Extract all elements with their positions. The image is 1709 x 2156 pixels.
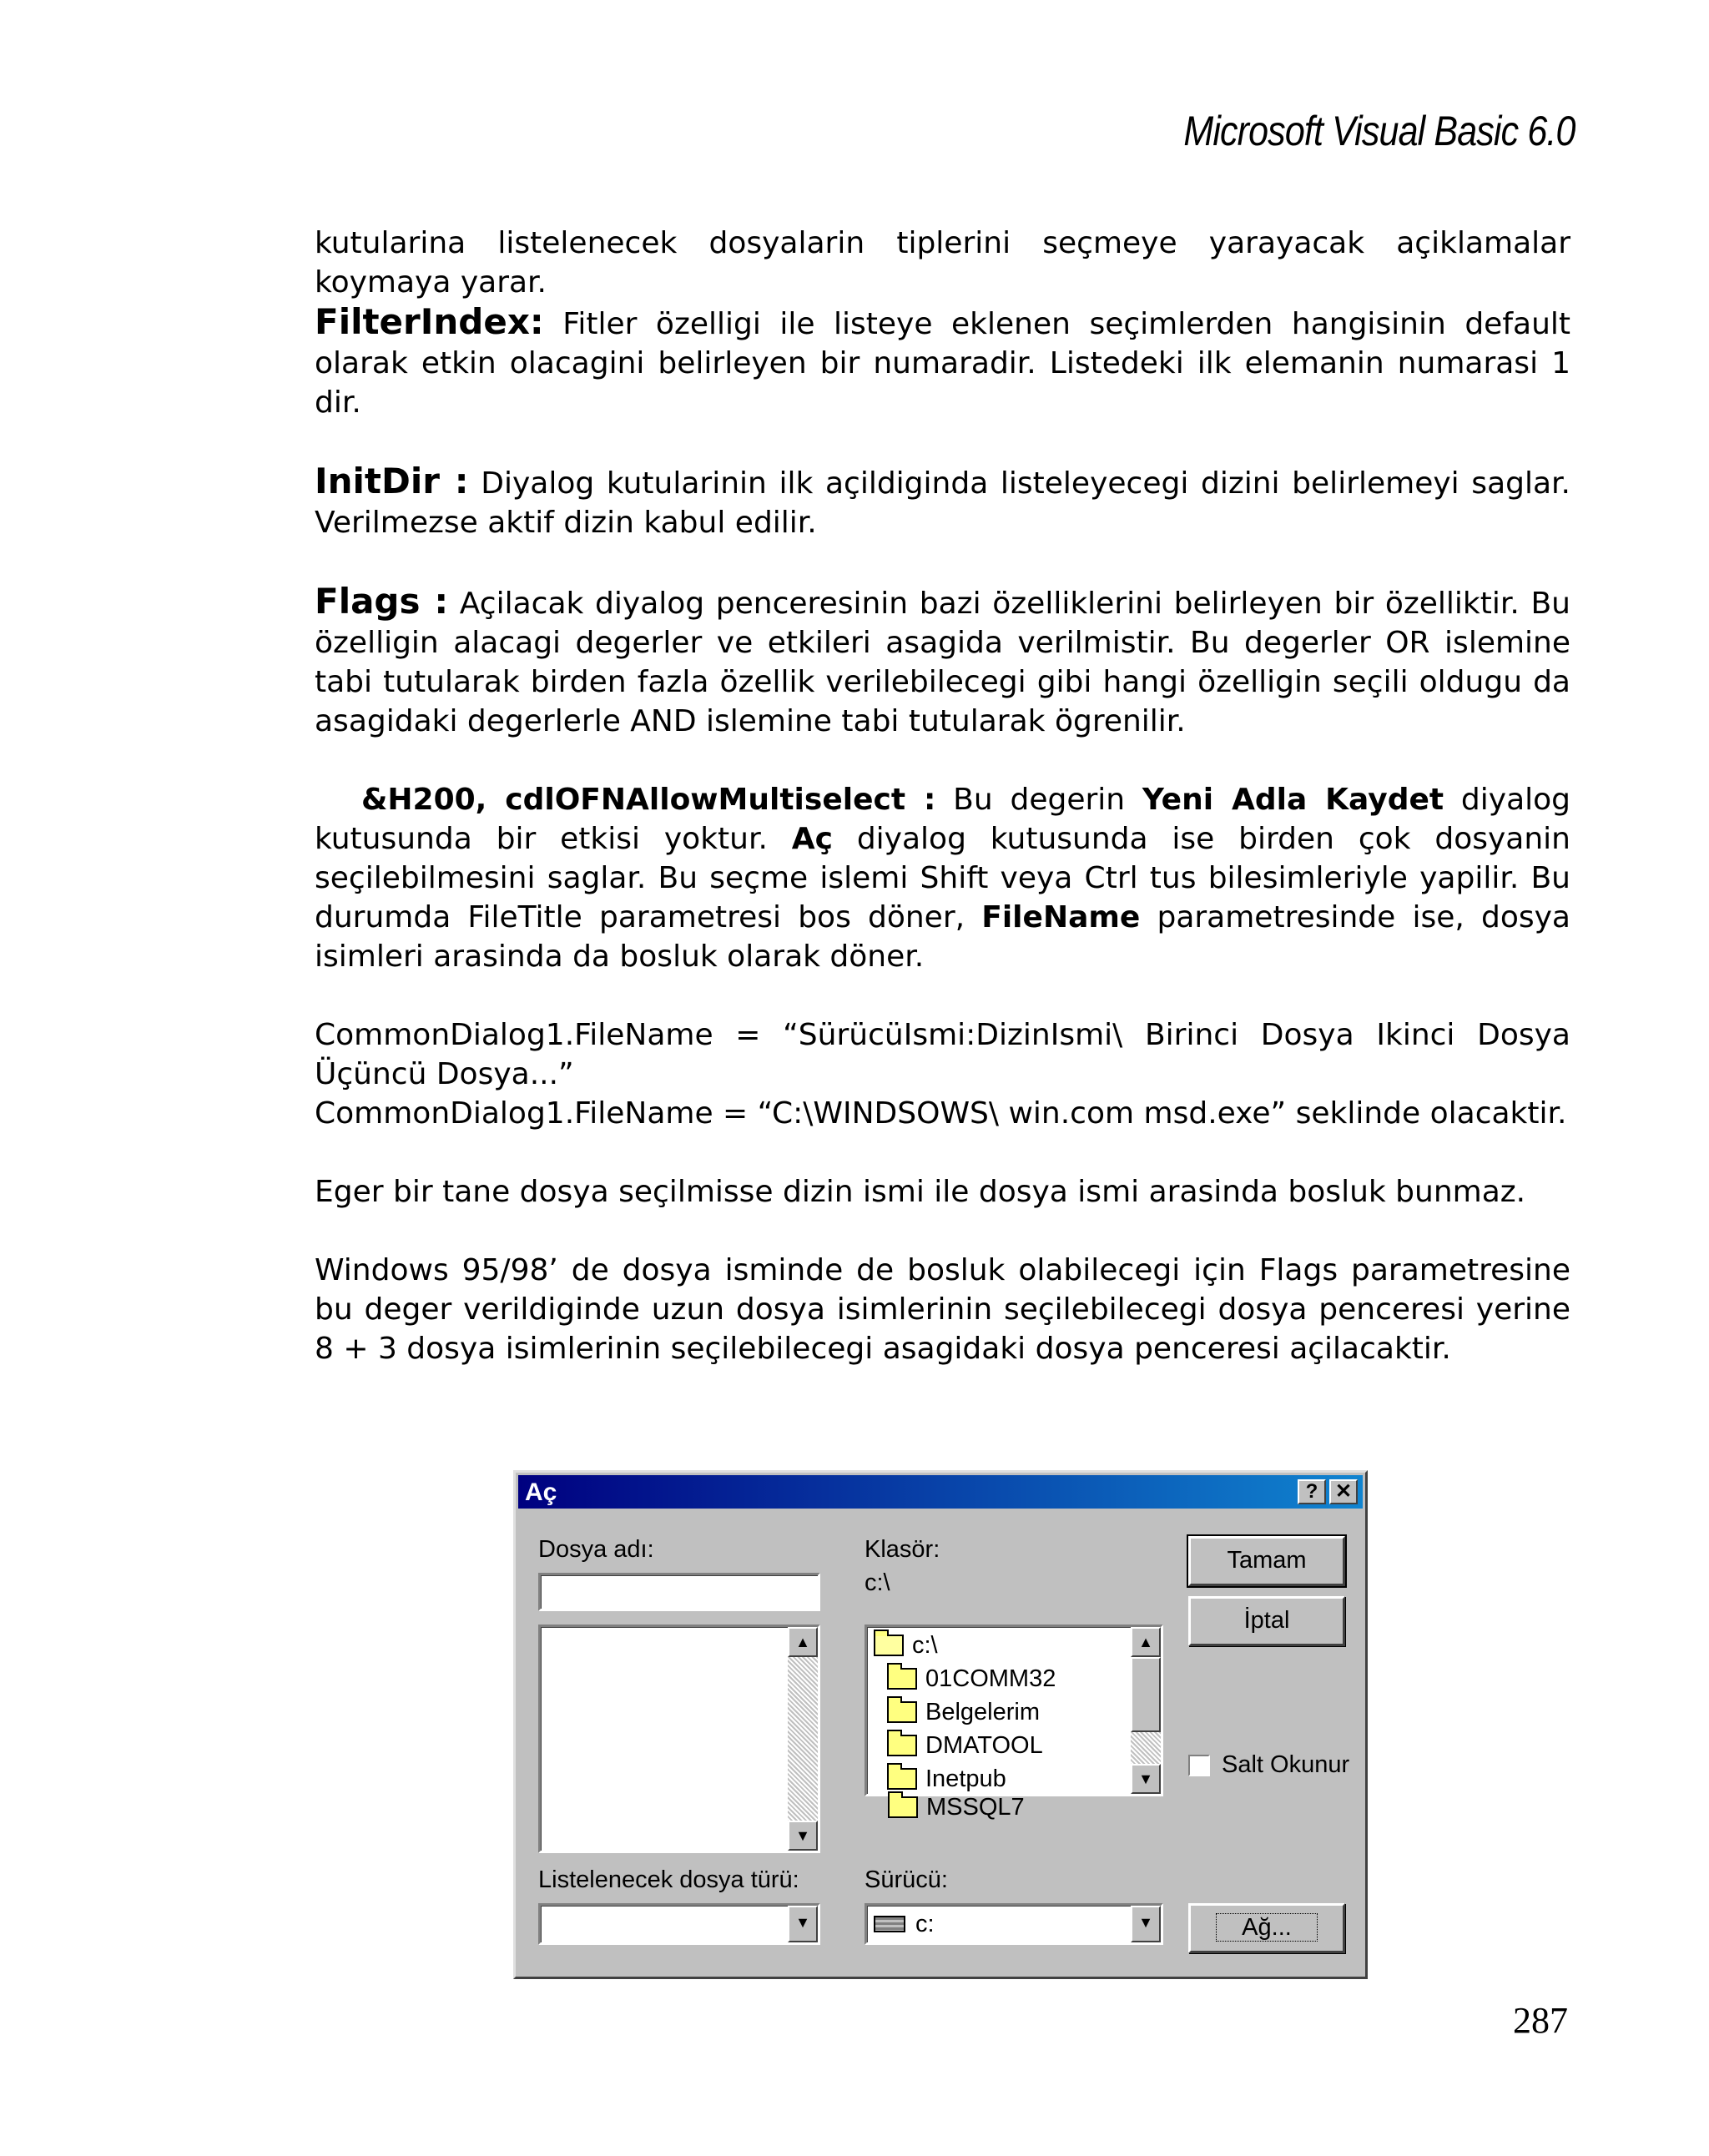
- folder-item-label: Belgelerim: [925, 1698, 1040, 1725]
- folder-item[interactable]: [887, 1695, 1040, 1729]
- file-list-scrollbar[interactable]: [788, 1627, 818, 1851]
- folder-item-label: DMATOOL: [925, 1731, 1043, 1759]
- folder-icon: [888, 1796, 918, 1818]
- folder-item-label: 01COMM32: [925, 1665, 1056, 1692]
- bold-ac: Aç: [791, 822, 833, 856]
- scroll-down-icon[interactable]: ▼: [788, 1821, 818, 1851]
- paragraph-multiselect: [315, 780, 1570, 976]
- drive-label: Sürücü:: [865, 1866, 948, 1893]
- drive-value: c:: [915, 1910, 935, 1937]
- text-multiselect-3: diyalog kutusunda ise birden çok dosyanin seçilebilmesini saglar. Bu seçme islemi Shift veya Ctrl tus bilesimleriyle yapilir. Bu durumda FileTitle parametresi bos döner,: [315, 822, 1570, 934]
- text-multiselect-4: parametresinde ise, dosya isimleri arasinda da bosluk olarak döner.: [315, 900, 1570, 974]
- folder-item-label: c:\: [912, 1631, 938, 1659]
- text-multiselect-1: Bu degerin: [935, 783, 1142, 817]
- code-example-2: CommonDialog1.FileName = “C:\WINDSOWS\ win.com msd.exe” seklinde olacaktir.: [315, 1096, 1567, 1131]
- folder-icon: [887, 1701, 917, 1723]
- filetype-label: Listelenecek dosya türü:: [538, 1866, 799, 1893]
- folder-item-label: MSSQL7: [926, 1793, 1025, 1821]
- filename-label: Dosya adı:: [538, 1536, 654, 1563]
- scroll-up-icon[interactable]: ▲: [788, 1627, 818, 1657]
- paragraph-filterindex: [315, 302, 1570, 422]
- folder-item[interactable]: [874, 1629, 938, 1662]
- page-number: 287: [1513, 2000, 1568, 2041]
- scroll-thumb[interactable]: [1131, 1657, 1161, 1732]
- text-flags: Açilacak diyalog penceresinin bazi özelliklerini belirleyen bir özelliktir. Bu özelligin alacagi degerler ve etkileri asagida verilmistir. Bu degerler OR islemine tabi tutularak birden fazla özellik verilebilecegi gibi hangi özelligin seçili oldugu da asagidaki degerlerle AND islemine tabi tutularak ögrenilir.: [315, 587, 1570, 738]
- network-button[interactable]: [1188, 1903, 1345, 1953]
- open-file-dialog: [513, 1470, 1368, 1979]
- paragraph-windows95: Windows 95/98’ de dosya isminde de bosluk olabilecegi için Flags parametresine bu deger verildiginde uzun dosya isimlerinin seçilebilecegi dosya penceresi yerine 8 + 3 dosya isimlerinin seçilebilecegi asagidaki dosya penceresi açilacaktir.: [315, 1253, 1570, 1366]
- file-list[interactable]: [538, 1625, 820, 1853]
- dialog-title: Aç: [525, 1478, 557, 1506]
- help-button[interactable]: ?: [1298, 1479, 1326, 1504]
- open-folder-icon: [874, 1635, 904, 1656]
- running-header: Microsoft Visual Basic 6.0: [1183, 108, 1575, 154]
- cancel-button[interactable]: İptal: [1188, 1596, 1345, 1646]
- page-body: [315, 224, 1570, 1368]
- folder-list[interactable]: [865, 1625, 1163, 1796]
- filetype-combo[interactable]: [538, 1903, 820, 1945]
- chevron-down-icon[interactable]: ▼: [1131, 1906, 1161, 1942]
- readonly-checkbox[interactable]: [1188, 1755, 1210, 1776]
- dialog-titlebar: [518, 1475, 1363, 1509]
- ok-button[interactable]: Tamam: [1188, 1536, 1345, 1586]
- folder-label: Klasör:: [865, 1536, 940, 1563]
- folder-icon: [887, 1768, 917, 1790]
- bold-filename: FileName: [981, 900, 1141, 934]
- term-multiselect: &H200, cdlOFNAllowMultiselect :: [361, 783, 936, 817]
- paragraph-initdir: [315, 461, 1570, 542]
- term-flags: Flags :: [315, 581, 449, 622]
- folder-path: c:\: [865, 1569, 890, 1596]
- readonly-label: Salt Okunur: [1222, 1751, 1350, 1778]
- paragraph-single-file: Eger bir tane dosya seçilmisse dizin ismi ile dosya ismi arasinda bosluk bunmaz.: [315, 1175, 1526, 1209]
- folder-list-scrollbar[interactable]: [1131, 1627, 1161, 1794]
- folder-item[interactable]: [887, 1762, 1006, 1796]
- scroll-up-icon[interactable]: ▲: [1131, 1627, 1161, 1657]
- filename-input[interactable]: [538, 1573, 820, 1611]
- text-initdir: Diyalog kutularinin ilk açildiginda listeleyecegi dizini belirlemeyi saglar. Verilmezse aktif dizin kabul edilir.: [315, 466, 1570, 540]
- paragraph-intro: kutularina listelenecek dosyalarin tiplerini seçmeye yarayacak açiklamalar koymaya yarar.: [315, 226, 1570, 300]
- chevron-down-icon[interactable]: ▼: [788, 1906, 818, 1942]
- close-button[interactable]: ✕: [1329, 1479, 1358, 1504]
- network-button-label: Ağ...: [1216, 1913, 1318, 1942]
- drive-combo[interactable]: [865, 1903, 1163, 1945]
- folder-item-label: Inetpub: [925, 1765, 1006, 1792]
- text-multiselect-2: diyalog kutusunda bir etkisi yoktur.: [315, 783, 1571, 856]
- paragraph-flags: [315, 582, 1570, 741]
- folder-icon: [887, 1668, 917, 1690]
- drive-icon: [874, 1916, 905, 1932]
- folder-icon: [887, 1735, 917, 1756]
- term-initdir: InitDir :: [315, 461, 469, 501]
- folder-item[interactable]: [887, 1662, 1056, 1695]
- term-filterindex: FilterIndex:: [315, 301, 544, 342]
- bold-yeni-adla-kaydet: Yeni Adla Kaydet: [1142, 783, 1444, 817]
- text-filterindex: Fitler özelligi ile listeye eklenen seçimlerden hangisinin default olarak etkin olacagini belirleyen bir numaradir. Listedeki ilk elemanin numarasi 1 dir.: [315, 307, 1570, 420]
- folder-item[interactable]: [887, 1729, 1043, 1762]
- code-example-1: CommonDialog1.FileName = “SürücüIsmi:DizinIsmi\ Birinci Dosya Ikinci Dosya Üçüncü Dosya...”: [315, 1018, 1570, 1091]
- scroll-down-icon[interactable]: ▼: [1131, 1764, 1161, 1794]
- folder-item-partial[interactable]: [888, 1791, 1025, 1823]
